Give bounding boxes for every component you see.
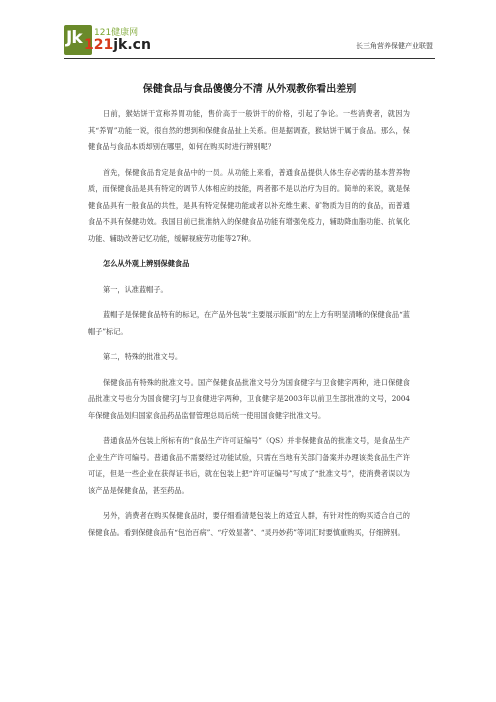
paragraph: 第二，特殊的批准文号。 — [103, 352, 183, 361]
jk-logo-glyph: Jk — [66, 28, 82, 48]
logo-url-domain: jk.cn — [113, 37, 151, 53]
paragraph: 保健食品有特殊的批准文号。国产保健食品批准文号分为国食健字与卫食健字两种，进口保健食品批准文号也分为国食健字J与卫食健进字两种，卫食健字是2003年以前卫生部批准的文号，2004 年保健食品划归国家食品药品监督管理总局后统一使用国食健字批准文号。 — [88, 377, 410, 420]
article-body — [88, 106, 410, 550]
header-organization: 长三角营养保健产业联盟 — [356, 42, 433, 50]
paragraph: 第一，认准蓝帽子。 — [103, 284, 168, 294]
logo-site-name: 121健康网 — [94, 28, 139, 38]
logo-url-number: 121 — [84, 37, 114, 53]
paragraph: 日前，猴姑饼干宣称养胃功能，售价高于一般饼干的价格，引起了争论。一些消费者，就因为其“养胃”功能一说，很自然的想到和保健食品扯上关系。但是据调查，猴姑饼干属于食品。那么，保健食品与食品本质却别在哪里，如何在购买时进行辨别呢？ — [88, 109, 410, 151]
paragraph: 蓝帽子是保健食品特有的标记，在产品外包装“主要展示版面”的左上方有明显清晰的保健食品“蓝帽子”标记。 — [88, 310, 410, 336]
paragraph: 首先，保健食品肯定是食品中的一员。从功能上来看，普通食品提供人体生存必需的基本营养物质，而保健食品是具有特定的调节人体相应的技能，两者都不是以治疗为目的。简单的来说，就是保健食品具有一般食品的共性，是具有特定保健功能或者以补充维生素、矿物质为目的的食品，而普通食品不具有保健功效。我国目前已批准纳入的保健食品功能有增强免疫力，辅助降血脂功能、抗氧化功能、辅助改善记忆功能，缓解视疲劳功能等27种。 — [88, 167, 410, 243]
paragraph: 普通食品外包装上所标有的“食品生产许可证编号”（QS）并非保健食品的批准文号，是食品生产企业生产许可编号。普通食品不需要经过功能试验，只需在当地有关部门备案并办理该类食品生产许可证，但是一些企业在获得证书后，就在包装上把“许可证编号”写成了“批准文号”，使消费者误以为该产品是保健食品，甚至药品。 — [88, 436, 410, 495]
site-logo[interactable] — [64, 24, 184, 56]
article-title: 保健食品与食品傻傻分不清 从外观教你看出差别 — [142, 84, 357, 95]
logo-url — [84, 37, 151, 53]
page-header — [64, 24, 435, 59]
section-heading: 怎么从外观上辨别保健食品 — [103, 259, 190, 268]
paragraph: 另外，消费者在购买保健食品时，要仔细看清楚包装上的适宜人群，有针对性的购买适合自己的保健食品。看到保健食品有“包治百病”、“疗效显著”、“灵丹妙药”等词汇时要慎重购买，仔细辨别。 — [88, 511, 410, 537]
